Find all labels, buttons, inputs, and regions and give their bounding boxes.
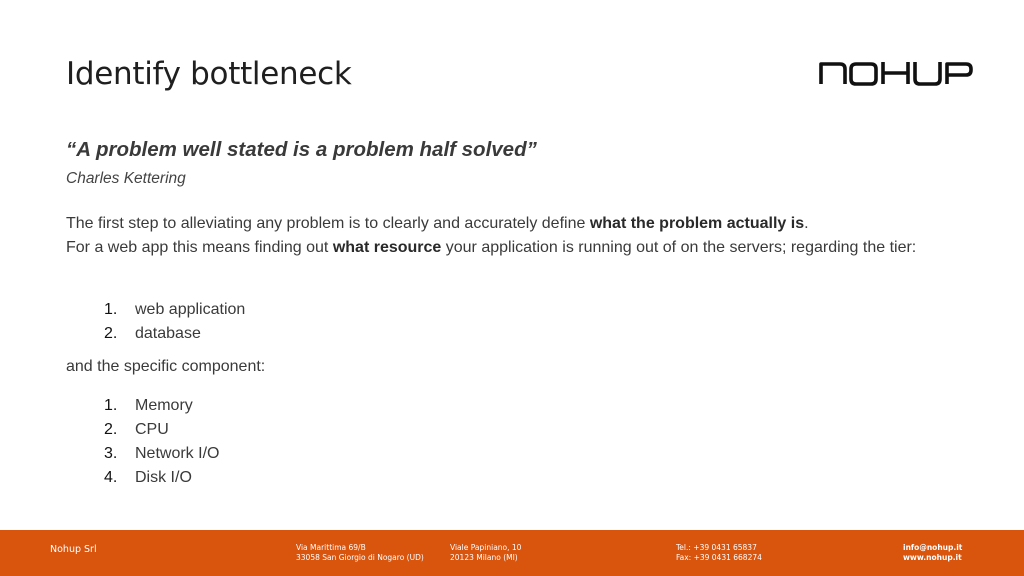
footer-bar (0, 530, 1024, 576)
list-number: 1. (104, 301, 118, 318)
list-item (104, 418, 219, 442)
p1-text-bold: what the problem actually is (589, 215, 805, 232)
p2-text-bold: what resource (332, 239, 442, 256)
footer-phones (676, 543, 762, 563)
list-item (104, 322, 245, 346)
list-number: 4. (104, 469, 118, 486)
list-item (104, 298, 245, 322)
list-number: 3. (104, 445, 118, 462)
footer-email-link[interactable]: info@nohup.it (903, 543, 963, 552)
list-label: Disk I/O (135, 469, 192, 486)
footer-contacts (903, 543, 962, 563)
paragraph-1 (66, 212, 976, 236)
component-list (104, 394, 219, 490)
footer-web-link[interactable]: www.nohup.it (903, 553, 962, 562)
list-number: 1. (104, 397, 118, 414)
footer-company: Nohup Srl (50, 544, 97, 555)
list-label: database (135, 325, 201, 342)
p1-text-b: . (804, 215, 809, 232)
list-label: Memory (135, 397, 193, 414)
list-item (104, 442, 219, 466)
list-label: web application (135, 301, 246, 318)
list-label: CPU (135, 421, 169, 438)
list-number: 2. (104, 421, 118, 438)
list-number: 2. (104, 325, 118, 342)
list-item (104, 394, 219, 418)
body-text (66, 212, 976, 260)
footer-address-line: 33058 San Giorgio di Nogaro (UD) (296, 553, 424, 562)
nohup-logo (818, 60, 974, 86)
p2-text-b: your application is running out of on the servers; regarding the tier: (441, 239, 917, 256)
list-item (104, 466, 219, 490)
footer-fax: Fax: +39 0431 668274 (676, 553, 762, 562)
quote-author: Charles Kettering (66, 170, 186, 187)
component-intro: and the specific component: (66, 358, 266, 375)
footer-address-udine (296, 543, 424, 563)
quote: “A problem well stated is a problem half solved” (66, 138, 537, 161)
slide-title: Identify bottleneck (66, 56, 352, 92)
footer-address-milano (450, 543, 521, 563)
footer-tel: Tel.: +39 0431 65837 (676, 543, 757, 552)
p1-text-a: The first step to alleviating any problem is to clearly and accurately define (66, 215, 590, 232)
footer-address-line: 20123 Milano (MI) (450, 553, 518, 562)
footer-address-line: Via Marittima 69/B (296, 543, 366, 552)
p2-text-a: For a web app this means finding out (66, 239, 333, 256)
tier-list (104, 298, 245, 346)
list-label: Network I/O (135, 445, 220, 462)
paragraph-2 (66, 236, 976, 260)
footer-address-line: Viale Papiniano, 10 (450, 543, 522, 552)
